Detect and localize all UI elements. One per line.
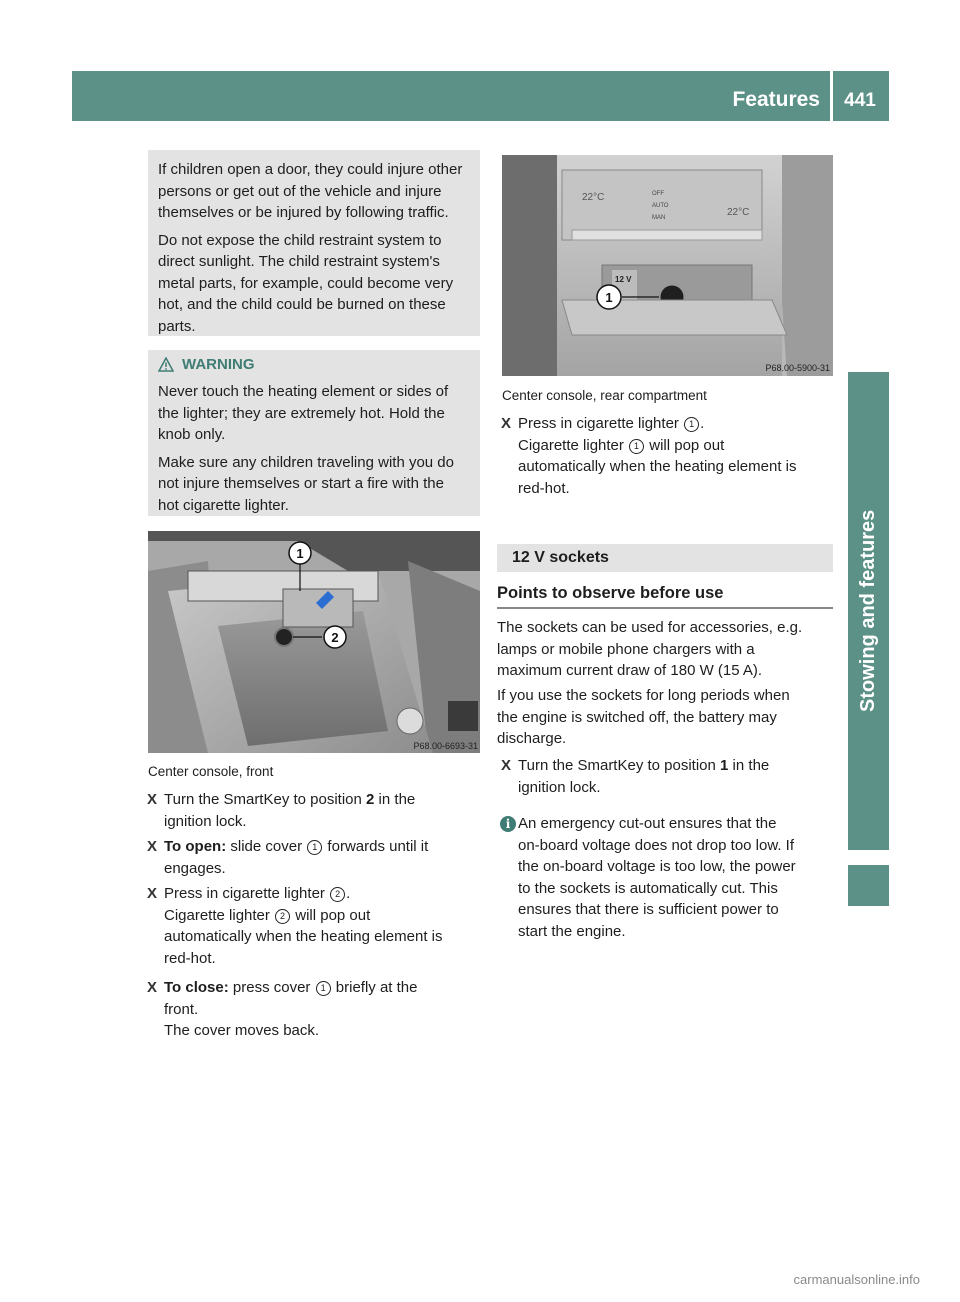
- sockets-paragraph-2: If you use the sockets for long periods when the engine is switched off, the battery may discharge.: [497, 687, 790, 747]
- front-step-1: X Turn the SmartKey to position 2 in the ignition lock.: [147, 791, 416, 830]
- rear-temp-left: 22°C: [582, 192, 605, 203]
- step-arrow-icon: X: [501, 415, 512, 432]
- front-console-photo: [148, 531, 480, 753]
- callout-ref-1: 1: [629, 439, 644, 454]
- callout-ref-2: 2: [330, 887, 345, 902]
- rear-socket-label: 12 V: [615, 275, 632, 284]
- footer-watermark[interactable]: carmanualsonline.info: [793, 1272, 920, 1287]
- warning-title: WARNING: [182, 356, 255, 373]
- info-text: An emergency cut-out ensures that the on-board voltage does not drop too low. If the on-board voltage is too low, the power to the sockets is automatically cut. This ensures that there is sufficient power to start the engine.: [518, 815, 796, 940]
- front-photo-code: P68.00-6693-31: [413, 741, 478, 751]
- warning-text: Never touch the heating element or sides of the lighter; they are extremely hot. Hold the knob only. Make sure any children traveling with you do not injure themselves or start a fire with the hot cigarette lighter.: [158, 383, 454, 514]
- rear-auto-label: AUTO: [652, 203, 669, 209]
- callout-ref-1: 1: [307, 840, 322, 855]
- front-step-3: X Press in cigarette lighter 2 . Cigarette lighter 2 will pop out automatically when the heating element is red-hot.: [147, 885, 443, 967]
- callout-1-label: 1: [296, 546, 304, 561]
- header-divider: [830, 71, 833, 121]
- sockets-paragraph-1: The sockets can be used for accessories, e.g. lamps or mobile phone chargers with a maximum current draw of 180 W (15 A).: [497, 619, 803, 679]
- sockets-step: X Turn the SmartKey to position 1 in the ignition lock.: [501, 757, 770, 796]
- rear-man-label: MAN: [652, 215, 666, 221]
- warning-triangle-icon: [158, 357, 174, 373]
- page-number: 441: [844, 90, 876, 111]
- rear-photo-code: P68.00-5900-31: [765, 363, 830, 373]
- step-arrow-icon: X: [147, 979, 158, 996]
- warning-heading: [158, 356, 255, 373]
- callout-ref-1: 1: [684, 417, 699, 432]
- front-step-4: X To close: press cover 1 briefly at the front. The cover moves back.: [147, 979, 418, 1039]
- rear-console-photo: [502, 155, 833, 376]
- info-icon: i: [500, 816, 516, 832]
- rear-caption: Center console, rear compartment: [502, 388, 707, 403]
- callout-ref-2: 2: [275, 909, 290, 924]
- step-arrow-icon: X: [147, 791, 158, 808]
- subheading: Points to observe before use: [497, 584, 724, 602]
- rear-step-1: X Press in cigarette lighter 1 . Cigarette lighter 1 will pop out automatically when the heating element is red-hot.: [501, 415, 797, 497]
- step-arrow-icon: X: [501, 757, 512, 774]
- front-caption: Center console, front: [148, 764, 274, 779]
- rear-temp-right: 22°C: [727, 207, 750, 218]
- chapter-marker: [848, 865, 889, 906]
- rear-off-label: OFF: [652, 191, 664, 197]
- section-title: 12 V sockets: [512, 549, 609, 566]
- callout-ref-1: 1: [316, 981, 331, 996]
- callout-1-label: 1: [605, 290, 613, 305]
- page-section-title: Features: [732, 88, 820, 111]
- front-step-2: X To open: slide cover 1 forwards until it engages.: [147, 838, 429, 877]
- chapter-tab-label: Stowing and features: [857, 509, 879, 713]
- step-arrow-icon: X: [147, 885, 158, 902]
- step-arrow-icon: X: [147, 838, 158, 855]
- subheading-rule: [497, 607, 833, 609]
- callout-2-label: 2: [331, 630, 339, 645]
- child-note-text: If children open a door, they could injure other persons or get out of the vehicle and injure themselves or be injured by following traffic. Do not expose the child restraint system to direct sunlight. The child restraint system's metal parts, for example, could become very hot, and the child could be burned on these parts.: [158, 161, 463, 335]
